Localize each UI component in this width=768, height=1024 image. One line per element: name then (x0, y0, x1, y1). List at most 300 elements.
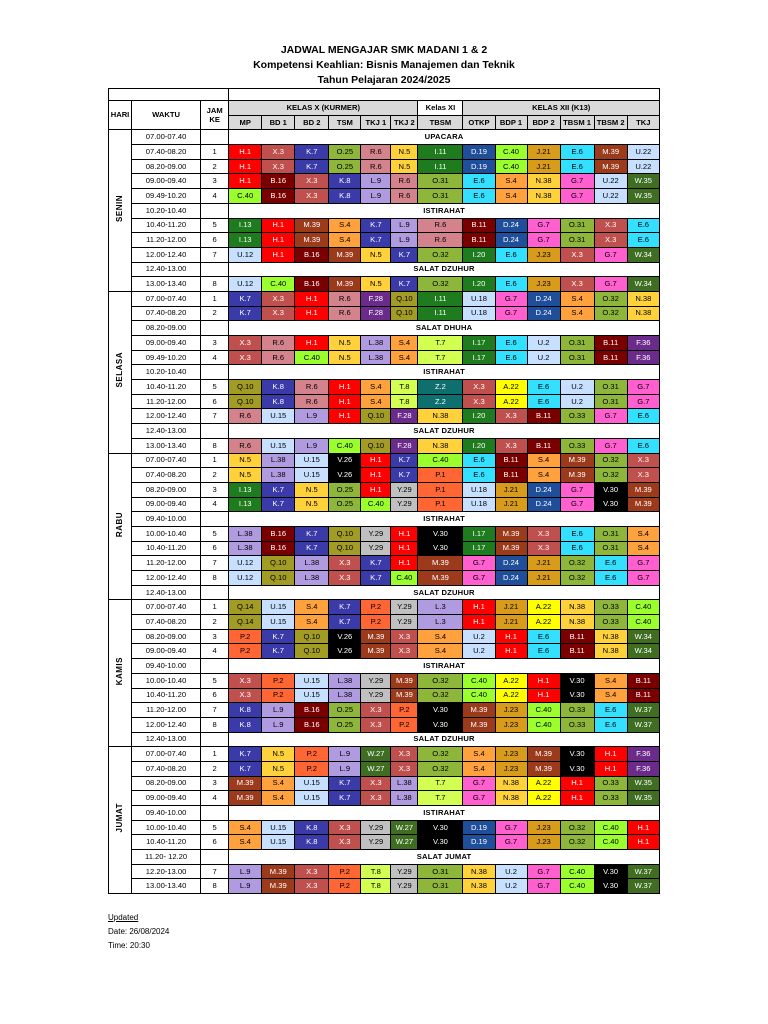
teacher-code-cell: S.4 (594, 688, 627, 703)
time-cell: 09.00-09.40 (132, 497, 201, 512)
teacher-code-cell: P.2 (329, 864, 361, 879)
teacher-code-cell: M.39 (627, 482, 659, 497)
schedule-row (109, 130, 660, 145)
teacher-code-cell: W.34 (627, 277, 659, 292)
jam-cell: 6 (201, 233, 229, 248)
teacher-code-cell: B.16 (262, 174, 295, 189)
teacher-code-cell: X.3 (594, 233, 627, 248)
schedule-row (109, 526, 660, 541)
teacher-code-cell: H.1 (495, 629, 527, 644)
teacher-code-cell: U.2 (527, 350, 560, 365)
teacher-code-cell: I.17 (463, 541, 495, 556)
teacher-code-cell: X.3 (295, 189, 329, 204)
teacher-code-cell: O.31 (560, 336, 594, 351)
teacher-code-cell: G.7 (527, 218, 560, 233)
jam-cell: 3 (201, 336, 229, 351)
jam-cell: 4 (201, 644, 229, 659)
time-cell: 07.40-08.20 (132, 306, 201, 321)
jam-cell: 2 (201, 761, 229, 776)
teacher-code-cell: K.7 (295, 526, 329, 541)
teacher-code-cell: K.7 (391, 247, 418, 262)
teacher-code-cell: N.38 (527, 189, 560, 204)
break-label: SALAT DHUHA (229, 321, 660, 336)
teacher-code-cell: A.22 (527, 776, 560, 791)
teacher-code-cell: U.15 (262, 438, 295, 453)
day-label: JUMAT (115, 803, 125, 833)
teacher-code-cell: T.8 (391, 394, 418, 409)
day-cell (109, 291, 132, 453)
teacher-code-cell: L.38 (329, 688, 361, 703)
time-cell: 10.40-11.20 (132, 218, 201, 233)
teacher-code-cell: I.17 (463, 526, 495, 541)
teacher-code-cell: Q.14 (229, 615, 262, 630)
teacher-code-cell: U.22 (627, 159, 659, 174)
teacher-code-cell: Q.10 (295, 629, 329, 644)
teacher-code-cell: H.1 (329, 409, 361, 424)
time-cell: 10.40-11.20 (132, 380, 201, 395)
jam-cell: 5 (201, 673, 229, 688)
jam-cell (201, 659, 229, 674)
teacher-code-cell: A.22 (527, 791, 560, 806)
teacher-code-cell: Y.29 (361, 673, 391, 688)
teacher-code-cell: U.15 (262, 600, 295, 615)
time-cell: 07.40-08.20 (132, 145, 201, 160)
academic-year: Tahun Pelajaran 2024/2025 (317, 74, 451, 86)
time-cell: 13.00-13.40 (132, 438, 201, 453)
teacher-code-cell: L.38 (391, 776, 418, 791)
teacher-code-cell: H.1 (361, 468, 391, 483)
jam-cell (201, 365, 229, 380)
teacher-code-cell: M.39 (594, 159, 627, 174)
teacher-code-cell: C.40 (418, 453, 463, 468)
teacher-code-cell: X.3 (329, 556, 361, 571)
teacher-code-cell: C.40 (527, 703, 560, 718)
teacher-code-cell: W.27 (391, 835, 418, 850)
teacher-code-cell: B.16 (295, 703, 329, 718)
teacher-code-cell: S.4 (361, 380, 391, 395)
teacher-code-cell: O.33 (560, 409, 594, 424)
teacher-code-cell: V.30 (418, 835, 463, 850)
teacher-code-cell: O.25 (329, 703, 361, 718)
teacher-code-cell: X.3 (527, 541, 560, 556)
teacher-code-cell: U.22 (594, 189, 627, 204)
teacher-code-cell: O.31 (594, 541, 627, 556)
teacher-code-cell: I.20 (463, 277, 495, 292)
teacher-code-cell: L.38 (391, 791, 418, 806)
teacher-code-cell: E.6 (495, 247, 527, 262)
time-cell: 12.00-12.40 (132, 717, 201, 732)
class-header: BD 2 (295, 115, 329, 130)
teacher-code-cell: U.12 (229, 247, 262, 262)
jam-cell: 2 (201, 468, 229, 483)
day-label: RABU (115, 511, 125, 537)
teacher-code-cell: K.7 (229, 761, 262, 776)
teacher-code-cell: Q.10 (391, 306, 418, 321)
teacher-code-cell: R.6 (229, 409, 262, 424)
teacher-code-cell: G.7 (560, 497, 594, 512)
schedule-row (109, 585, 660, 600)
teacher-code-cell: D.24 (527, 482, 560, 497)
teacher-code-cell: P.2 (262, 688, 295, 703)
teacher-code-cell: H.1 (527, 688, 560, 703)
teacher-code-cell: E.6 (463, 189, 495, 204)
teacher-code-cell: U.15 (262, 615, 295, 630)
teacher-code-cell: J.23 (495, 703, 527, 718)
teacher-code-cell: Q.10 (361, 409, 391, 424)
teacher-code-cell: G.7 (627, 394, 659, 409)
teacher-code-cell: U.15 (262, 835, 295, 850)
teacher-code-cell: L.38 (361, 350, 391, 365)
time-cell: 10.00-10.40 (132, 526, 201, 541)
schedule-row (109, 512, 660, 527)
teacher-code-cell: L.9 (391, 218, 418, 233)
class-header: TKJ (627, 115, 659, 130)
time-cell: 10.40-11.20 (132, 688, 201, 703)
teacher-code-cell: I.11 (418, 159, 463, 174)
teacher-code-cell: X.3 (262, 145, 295, 160)
teacher-code-cell: N.5 (391, 145, 418, 160)
teacher-code-cell: C.40 (627, 615, 659, 630)
teacher-code-cell: X.3 (463, 380, 495, 395)
teacher-code-cell: X.3 (391, 761, 418, 776)
schedule-row (109, 394, 660, 409)
teacher-code-cell: W.34 (627, 629, 659, 644)
schedule-row (109, 438, 660, 453)
teacher-code-cell: A.22 (495, 688, 527, 703)
teacher-code-cell: N.38 (627, 291, 659, 306)
teacher-code-cell: K.8 (329, 189, 361, 204)
teacher-code-cell: U.15 (295, 453, 329, 468)
teacher-code-cell: P.2 (361, 600, 391, 615)
teacher-code-cell: N.38 (594, 629, 627, 644)
teacher-code-cell: S.4 (495, 174, 527, 189)
time-cell: 07.40-08.20 (132, 761, 201, 776)
teacher-code-cell: E.6 (560, 145, 594, 160)
schedule-row (109, 497, 660, 512)
break-label: ISTIRAHAT (229, 203, 660, 218)
teacher-code-cell: B.11 (495, 468, 527, 483)
teacher-code-cell: X.3 (329, 835, 361, 850)
teacher-code-cell: P.2 (229, 644, 262, 659)
schedule-row (109, 644, 660, 659)
teacher-code-cell: X.3 (361, 776, 391, 791)
teacher-code-cell: M.39 (560, 453, 594, 468)
teacher-code-cell: C.40 (527, 717, 560, 732)
teacher-code-cell: W.35 (627, 791, 659, 806)
teacher-code-cell: I.20 (463, 438, 495, 453)
teacher-code-cell: P.2 (295, 747, 329, 762)
time-cell: 10.40-11.20 (132, 835, 201, 850)
time-cell: 11.20-12.00 (132, 233, 201, 248)
jam-cell: 5 (201, 218, 229, 233)
teacher-code-cell: K.7 (229, 747, 262, 762)
teacher-code-cell: V.26 (329, 629, 361, 644)
teacher-code-cell: N.5 (329, 336, 361, 351)
teacher-code-cell: R.6 (361, 145, 391, 160)
teacher-code-cell: U.12 (229, 556, 262, 571)
teacher-code-cell: R.6 (418, 218, 463, 233)
jam-cell: 5 (201, 380, 229, 395)
time-cell: 10.00-10.40 (132, 673, 201, 688)
teacher-code-cell: Y.29 (361, 835, 391, 850)
teacher-code-cell: X.3 (560, 247, 594, 262)
teacher-code-cell: P.1 (418, 497, 463, 512)
jam-cell: 8 (201, 717, 229, 732)
teacher-code-cell: J.23 (527, 835, 560, 850)
teacher-code-cell: O.33 (594, 776, 627, 791)
teacher-code-cell: O.25 (329, 497, 361, 512)
teacher-code-cell: N.38 (560, 600, 594, 615)
teacher-code-cell: S.4 (527, 453, 560, 468)
teacher-code-cell: T.7 (418, 350, 463, 365)
teacher-code-cell: M.39 (262, 864, 295, 879)
teacher-code-cell: O.31 (560, 233, 594, 248)
teacher-code-cell: J.21 (495, 600, 527, 615)
teacher-code-cell: U.2 (495, 879, 527, 894)
teacher-code-cell: B.11 (560, 644, 594, 659)
teacher-code-cell: M.39 (418, 556, 463, 571)
teacher-code-cell: U.15 (295, 673, 329, 688)
schedule-row (109, 820, 660, 835)
col-hari: HARI (109, 101, 132, 130)
teacher-code-cell: Y.29 (361, 526, 391, 541)
teacher-code-cell: Y.29 (391, 615, 418, 630)
teacher-code-cell: B.11 (560, 629, 594, 644)
teacher-code-cell: N.38 (418, 409, 463, 424)
teacher-code-cell: Y.29 (391, 482, 418, 497)
teacher-code-cell: M.39 (418, 571, 463, 586)
teacher-code-cell: S.4 (463, 761, 495, 776)
break-label: UPACARA (229, 130, 660, 145)
teacher-code-cell: X.3 (229, 673, 262, 688)
teacher-code-cell: O.33 (594, 615, 627, 630)
break-label: SALAT DZUHUR (229, 424, 660, 439)
teacher-code-cell: H.1 (295, 336, 329, 351)
teacher-code-cell: X.3 (229, 350, 262, 365)
teacher-code-cell: L.9 (391, 233, 418, 248)
teacher-code-cell: D.24 (527, 497, 560, 512)
group-kelas-xii: KELAS XII (K13) (463, 101, 660, 116)
time-cell: 09.40-10.00 (132, 806, 201, 821)
teacher-code-cell: W.35 (627, 776, 659, 791)
teacher-code-cell: E.6 (463, 174, 495, 189)
teacher-code-cell: L.9 (229, 879, 262, 894)
teacher-code-cell: D.24 (527, 291, 560, 306)
teacher-code-cell: M.39 (361, 644, 391, 659)
teacher-code-cell: B.11 (527, 438, 560, 453)
time-cell: 11.20-12.00 (132, 703, 201, 718)
teacher-code-cell: E.6 (560, 159, 594, 174)
teacher-code-cell: C.40 (361, 497, 391, 512)
time-cell: 12.00-12.40 (132, 409, 201, 424)
time-cell: 07.00-07.40 (132, 747, 201, 762)
teacher-code-cell: B.11 (463, 233, 495, 248)
class-header: OTKP (463, 115, 495, 130)
teacher-code-cell: H.1 (594, 761, 627, 776)
teacher-code-cell: S.4 (229, 835, 262, 850)
teacher-code-cell: O.32 (418, 688, 463, 703)
teacher-code-cell: X.3 (627, 453, 659, 468)
teacher-code-cell: S.4 (627, 541, 659, 556)
teacher-code-cell: S.4 (329, 233, 361, 248)
jam-cell (201, 262, 229, 277)
class-header: BDP 2 (527, 115, 560, 130)
jam-cell: 3 (201, 482, 229, 497)
teacher-code-cell: K.7 (329, 615, 361, 630)
time-cell: 08.20-09.00 (132, 482, 201, 497)
teacher-code-cell: M.39 (594, 145, 627, 160)
teacher-code-cell: K.7 (391, 468, 418, 483)
time-cell: 09.00-09.40 (132, 644, 201, 659)
schedule-row (109, 291, 660, 306)
teacher-code-cell: J.21 (527, 556, 560, 571)
schedule-row (109, 145, 660, 160)
teacher-code-cell: W.37 (627, 703, 659, 718)
teacher-code-cell: U.2 (527, 336, 560, 351)
teacher-code-cell: V.30 (418, 541, 463, 556)
time-cell: 10.20-10.40 (132, 365, 201, 380)
schedule-row (109, 673, 660, 688)
teacher-code-cell: E.6 (527, 394, 560, 409)
teacher-code-cell: M.39 (463, 717, 495, 732)
teacher-code-cell: K.7 (295, 159, 329, 174)
schedule-row (109, 247, 660, 262)
teacher-code-cell: U.15 (295, 468, 329, 483)
jam-cell: 1 (201, 600, 229, 615)
group-kelas-xi: Kelas XI (418, 101, 463, 116)
teacher-code-cell: O.32 (418, 747, 463, 762)
teacher-code-cell: J.23 (527, 277, 560, 292)
teacher-code-cell: H.1 (594, 747, 627, 762)
class-header: TBSM 1 (560, 115, 594, 130)
jam-cell (201, 732, 229, 747)
teacher-code-cell: V.30 (418, 820, 463, 835)
teacher-code-cell: T.7 (418, 791, 463, 806)
teacher-code-cell: O.31 (594, 380, 627, 395)
teacher-code-cell: J.21 (527, 145, 560, 160)
teacher-code-cell: R.6 (391, 189, 418, 204)
time-cell: 09.40-10.00 (132, 512, 201, 527)
class-header: TKJ 2 (391, 115, 418, 130)
teacher-code-cell: Q.10 (295, 644, 329, 659)
teacher-code-cell: P.2 (295, 761, 329, 776)
teacher-code-cell: P.2 (391, 717, 418, 732)
teacher-code-cell: E.6 (594, 556, 627, 571)
teacher-code-cell: L.38 (295, 571, 329, 586)
jam-cell: 6 (201, 688, 229, 703)
teacher-code-cell: C.40 (391, 571, 418, 586)
teacher-code-cell: K.7 (262, 497, 295, 512)
teacher-code-cell: W.34 (627, 247, 659, 262)
break-label: ISTIRAHAT (229, 365, 660, 380)
teacher-code-cell: H.1 (329, 380, 361, 395)
teacher-code-cell: I.11 (418, 291, 463, 306)
jam-cell: 5 (201, 820, 229, 835)
teacher-code-cell: R.6 (418, 233, 463, 248)
teacher-code-cell: S.4 (391, 336, 418, 351)
teacher-code-cell: L.38 (361, 336, 391, 351)
schedule-row (109, 806, 660, 821)
teacher-code-cell: S.4 (262, 776, 295, 791)
teacher-code-cell: K.7 (295, 541, 329, 556)
teacher-code-cell: V.26 (329, 453, 361, 468)
teacher-code-cell: Y.29 (391, 600, 418, 615)
teacher-code-cell: X.3 (463, 394, 495, 409)
schedule-row (109, 615, 660, 630)
teacher-code-cell: X.3 (627, 468, 659, 483)
schedule-row (109, 776, 660, 791)
teacher-code-cell: U.22 (627, 145, 659, 160)
teacher-code-cell: A.22 (495, 380, 527, 395)
teacher-code-cell: M.39 (329, 277, 361, 292)
day-cell (109, 600, 132, 747)
teacher-code-cell: W.27 (391, 820, 418, 835)
teacher-code-cell: G.7 (495, 306, 527, 321)
teacher-code-cell: N.5 (361, 277, 391, 292)
teacher-code-cell: M.39 (295, 233, 329, 248)
day-label: KAMIS (115, 657, 125, 686)
teacher-code-cell: X.3 (361, 717, 391, 732)
teacher-code-cell: E.6 (495, 277, 527, 292)
teacher-code-cell: X.3 (495, 438, 527, 453)
jam-cell (201, 203, 229, 218)
teacher-code-cell: Y.29 (361, 541, 391, 556)
teacher-code-cell: G.7 (594, 247, 627, 262)
time-cell: 12.00-12.40 (132, 571, 201, 586)
top-blank-row (109, 89, 660, 101)
teacher-code-cell: Y.29 (391, 497, 418, 512)
teacher-code-cell: G.7 (560, 174, 594, 189)
teacher-code-cell: O.32 (594, 468, 627, 483)
jam-cell (201, 130, 229, 145)
teacher-code-cell: O.33 (594, 791, 627, 806)
time-cell: 07.00-07.40 (132, 291, 201, 306)
teacher-code-cell: I.13 (229, 218, 262, 233)
teacher-code-cell: F.28 (361, 291, 391, 306)
teacher-code-cell: N.38 (527, 174, 560, 189)
schedule-row (109, 600, 660, 615)
schedule-row (109, 380, 660, 395)
schedule-row (109, 761, 660, 776)
schedule-row (109, 350, 660, 365)
teacher-code-cell: L.9 (295, 409, 329, 424)
teacher-code-cell: X.3 (262, 306, 295, 321)
teacher-code-cell: S.4 (391, 350, 418, 365)
jam-cell: 4 (201, 497, 229, 512)
teacher-code-cell: G.7 (527, 233, 560, 248)
teacher-code-cell: G.7 (527, 864, 560, 879)
day-cell (109, 747, 132, 894)
teacher-code-cell: X.3 (329, 820, 361, 835)
teacher-code-cell: P.2 (262, 673, 295, 688)
teacher-code-cell: X.3 (295, 879, 329, 894)
teacher-code-cell: E.6 (463, 453, 495, 468)
time-cell: 07.40-08.20 (132, 468, 201, 483)
schedule-row (109, 571, 660, 586)
teacher-code-cell: H.1 (560, 791, 594, 806)
teacher-code-cell: H.1 (229, 145, 262, 160)
teacher-code-cell: N.38 (594, 644, 627, 659)
teacher-code-cell: P.2 (229, 629, 262, 644)
teacher-code-cell: B.16 (295, 277, 329, 292)
teacher-code-cell: B.16 (295, 717, 329, 732)
teacher-code-cell: L.9 (262, 717, 295, 732)
teacher-code-cell: H.1 (295, 306, 329, 321)
jam-cell: 5 (201, 526, 229, 541)
time-cell: 07.00-07.40 (132, 130, 201, 145)
schedule-row (109, 365, 660, 380)
teacher-code-cell: V.26 (329, 644, 361, 659)
